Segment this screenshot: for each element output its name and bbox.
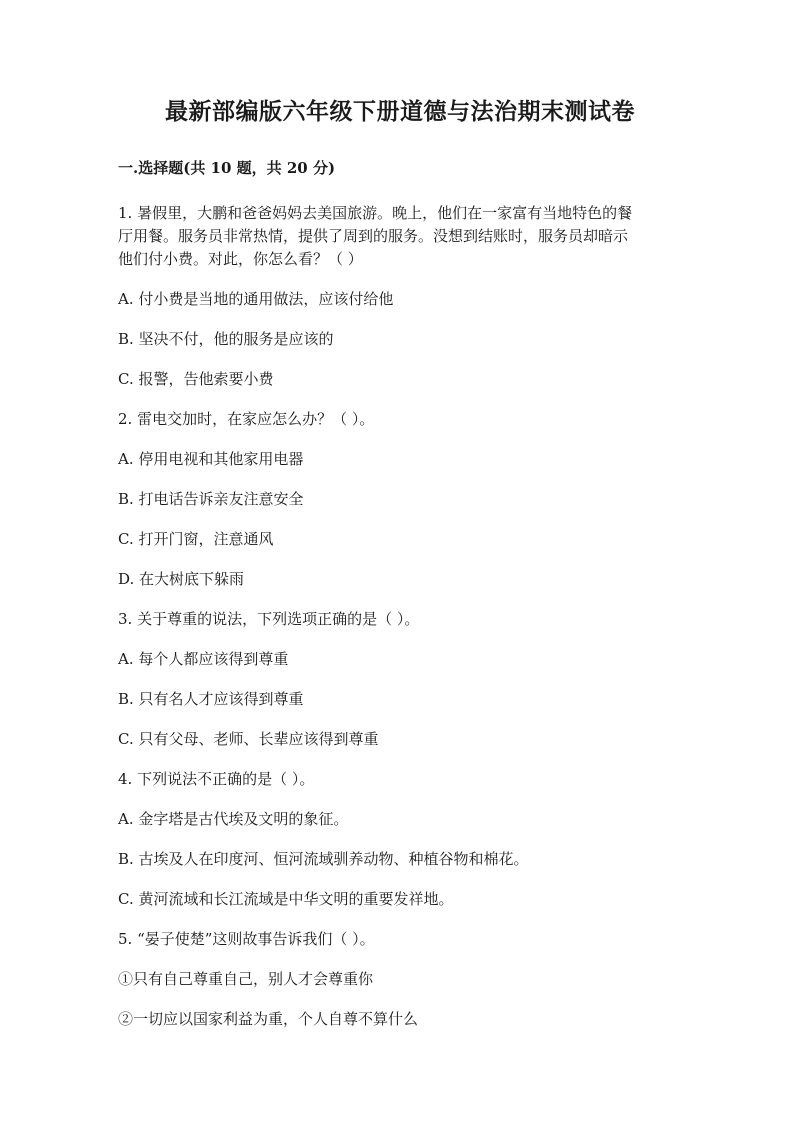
question-5: [118, 928, 682, 1031]
question-stem: 2. 雷电交加时，在家应怎么办？（ ）。: [118, 410, 375, 428]
option-b: B. 古埃及人在印度河、恒河流域驯养动物、种植谷物和棉花。: [118, 850, 529, 868]
statement-1: ①只有自己尊重自己，别人才会尊重你: [118, 970, 374, 988]
statement-2: ②一切应以国家利益为重，个人自尊不算什么: [118, 1010, 419, 1028]
exam-title: 最新部编版六年级下册道德与法治期末测试卷: [165, 98, 635, 125]
question-stem: 5. “晏子使楚”这则故事告诉我们（ ）。: [118, 930, 375, 948]
option-a: A. 每个人都应该得到尊重: [118, 650, 289, 668]
stem-line: 他们付小费。对此，你怎么看？（ ）: [118, 250, 363, 268]
question-stem: [118, 202, 682, 271]
section-heading: 一.选择题(共 10 题，共 20 分): [118, 159, 336, 177]
question-stem: 4. 下列说法不正确的是（ ）。: [118, 770, 315, 788]
option-a: A. 停用电视和其他家用电器: [118, 450, 304, 468]
option-c: C. 报警，告他索要小费: [118, 370, 274, 388]
question-stem: 3. 关于尊重的说法，下列选项正确的是（ ）。: [118, 610, 420, 628]
question-1: [118, 202, 682, 391]
question-4: [118, 768, 682, 911]
question-2: [118, 408, 682, 591]
question-3: [118, 608, 682, 751]
stem-line: 厅用餐。服务员非常热情，提供了周到的服务。没想到结账时，服务员却暗示: [118, 227, 629, 245]
option-a: A. 付小费是当地的通用做法，应该付给他: [118, 290, 394, 308]
option-b: B. 坚决不付，他的服务是应该的: [118, 330, 334, 348]
option-b: B. 只有名人才应该得到尊重: [118, 690, 304, 708]
stem-line: 1. 暑假里，大鹏和爸爸妈妈去美国旅游。晚上，他们在一家富有当地特色的餐: [118, 204, 633, 222]
option-a: A. 金字塔是古代埃及文明的象征。: [118, 810, 349, 828]
option-c: C. 黄河流域和长江流域是中华文明的重要发祥地。: [118, 890, 454, 908]
option-c: C. 只有父母、老师、长辈应该得到尊重: [118, 730, 379, 748]
option-b: B. 打电话告诉亲友注意安全: [118, 490, 304, 508]
option-d: D. 在大树底下躲雨: [118, 570, 245, 588]
option-c: C. 打开门窗，注意通风: [118, 530, 274, 548]
